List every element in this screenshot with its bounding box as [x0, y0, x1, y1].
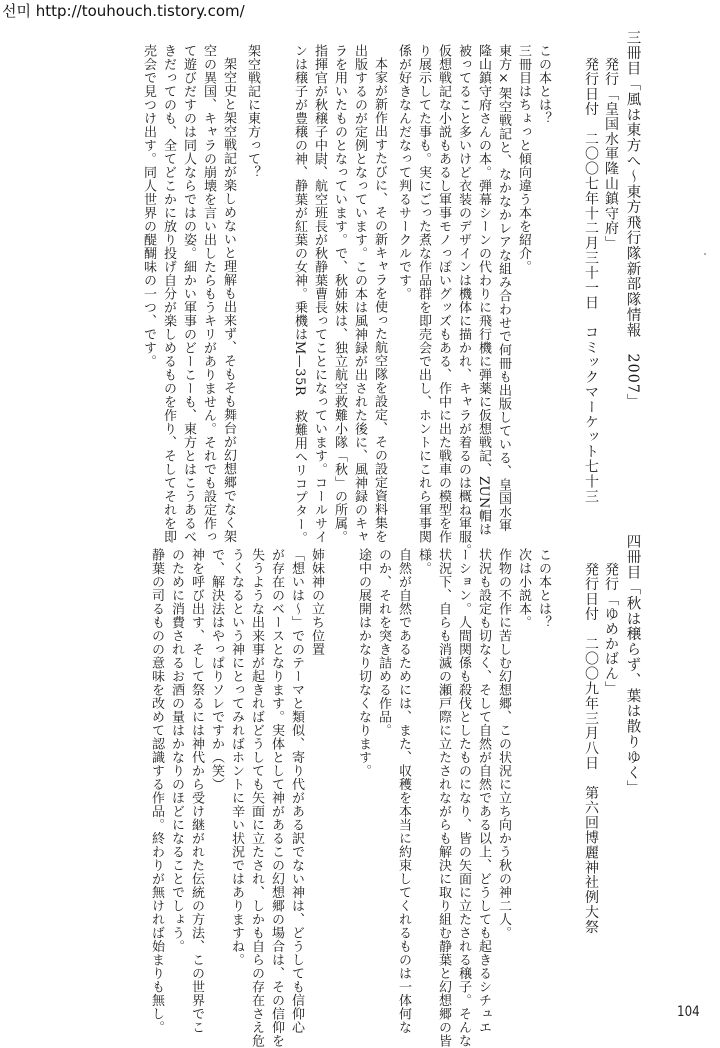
top-section-line: 架空史と架空戦記が楽しめないと理解も出来ず、そもそも舞台が幻想郷でなく架 [221, 57, 236, 543]
bottom-section-line: 姉妹神の立ち位置 [309, 548, 324, 656]
bottom-section-line: 途中の展開はかなり切なくなります。 [356, 548, 371, 778]
bottom-section-line: 四冊目「秋は穣らず、葉は散りゆく」 [624, 534, 641, 796]
bottom-section-line: 作物の不作に苦しむ幻想郷、この状況に立ち向かう秋の神二人。 [496, 548, 511, 940]
top-section-line: 空の異国、キャラの崩壊を言い出したらもうキリがありません。それでも設定作っ [201, 44, 216, 544]
top-section-line: 隆山鎮守府さんの本。弾幕シーンの代わりに飛行機に弾薬に仮想戦記、ZUN帽は [476, 44, 491, 536]
bottom-section-line: 状況下、自らも消滅の瀬戸際に立たされながらも解決に取り組む静葉と幻想郷の皆 [436, 548, 451, 1048]
top-section-line: ラを用いたものとなっています。で、秋姉妹は、独立航空救難小隊「秋」の所属。 [332, 44, 347, 544]
top-section-line: この本とは？ [536, 44, 551, 125]
bottom-section-line: 次は小説本。 [516, 548, 531, 629]
bottom-section-line: 発行日付 二〇〇九年三月八日 第六回博麗神社例大祭 [583, 562, 599, 935]
bottom-section-line: のために消費されるお酒の量はかなりのほどになることでしょう。 [169, 548, 184, 953]
bottom-section-line: 発行「ゆめかばん」 [603, 562, 619, 697]
top-section-line: 架空戦記に東方って？ [245, 44, 260, 179]
top-section-line: 本家が新作出すたびに、その新キャラを使った航空隊を設定、その設定資料集を [372, 57, 387, 543]
top-section-line: 三冊目はちょっと傾向違う本を紹介。 [516, 44, 531, 274]
top-section-line: ンは穣子が豊穣の神、静葉が紅葉の女神。乗機はM—35R 救難用ヘリコプター。 [292, 44, 307, 545]
bottom-section-line: 神を呼び出す、そして祭るには神代から受け継がれた伝統の方法、この世界でこ [189, 548, 204, 1034]
bottom-section-line: この本とは？ [536, 548, 551, 629]
top-section-line: て遊びだすのは同人ならではの姿。細かい軍事のどーこーも、東方とはこうあるべ [181, 44, 196, 544]
top-section-line: 三冊目「風は東方へ〜東方飛行隊新部隊情報 2007」 [624, 30, 641, 410]
top-section-line: り展示してた事も。実にごった煮な作品群を即売会で出し、ホントにこれら軍事関 [416, 44, 431, 544]
top-section-line: 発行「皇国水軍隆山鎮守府」 [603, 57, 619, 251]
top-section-line: 被ってること多いけど衣装のデザインは機体に描かれ、キャラが着るのは概ね軍服。 [456, 44, 471, 557]
bottom-section-line: 失うような出来事が起きればどうしても矢面に立たされ、しかも自らの存在さえ危 [249, 548, 264, 1048]
bottom-section-line: が存在のベースとなります。実体として神があるこの幻想郷の場合は、その信仰を [269, 548, 284, 1048]
bottom-section-line: 自然が自然であるためには、また、収穫を本当に約束してくれるものは一体何な [396, 548, 411, 1034]
top-section-line: 指揮官が秋穣子中尉、航空班長が秋静葉曹長ってことになっています。コールサイ [312, 44, 327, 544]
page-number: 104 [677, 1004, 700, 1020]
watermark-text: 선미 http://touhouch.tistory.com/ [2, 2, 245, 20]
top-section-line: 売会で見つけ出す。同人世界の醍醐味の一つ、です。 [141, 44, 156, 368]
bottom-section-line: うくなるという神にとってみればホントに辛い状況ではありますね。 [229, 548, 244, 967]
top-section-line: 出版するのが定例となっています。この本は風神録が出された後に、風神録のキャ [352, 44, 367, 544]
top-section-line: きだってのも、全てどこかに放り投げ自分が楽しめるものを作り、そしてそれを即 [161, 44, 176, 544]
bottom-section-line: のか、それを突き詰める作品。 [376, 548, 391, 737]
speck-mark [704, 253, 706, 255]
bottom-section-line: 状況も設定も切なく、そして自然が自然である以上、どうしても起きるシチュエ [476, 548, 491, 1034]
top-section-line: 係が好きなんだなって判るサークルです。 [396, 44, 411, 301]
top-section-line: 仮想戦記な小説もあるし軍事モノっぽいグッズもある、作中に出た戦車の模型を作 [436, 44, 451, 544]
top-section-line: 発行日付 二〇〇七年十二月三十一日 コミックマーケット七十三 [583, 57, 599, 504]
bottom-section-line: 静葉の司るものの意味を改めて認識する作品。終わりが無ければ始まりも無し。 [149, 548, 164, 1034]
bottom-section-line: 「想いは〜」でのテーマと類似、寄り代がある訳でない神は、どうしても信仰心 [289, 548, 304, 1034]
bottom-section-line: 様。 [416, 548, 431, 575]
top-section-line: 東方×架空戦記と、なかなかレアな組み合わせで何冊も出版している、皇国水軍 [496, 44, 511, 532]
bottom-section-line: ーション。人間関係も殺伐としたものになり、皆の矢面に立たされる穣子。そんな [456, 548, 471, 1048]
bottom-section-line: で、解決法はやっぱりソレですか（笑） [209, 548, 224, 791]
